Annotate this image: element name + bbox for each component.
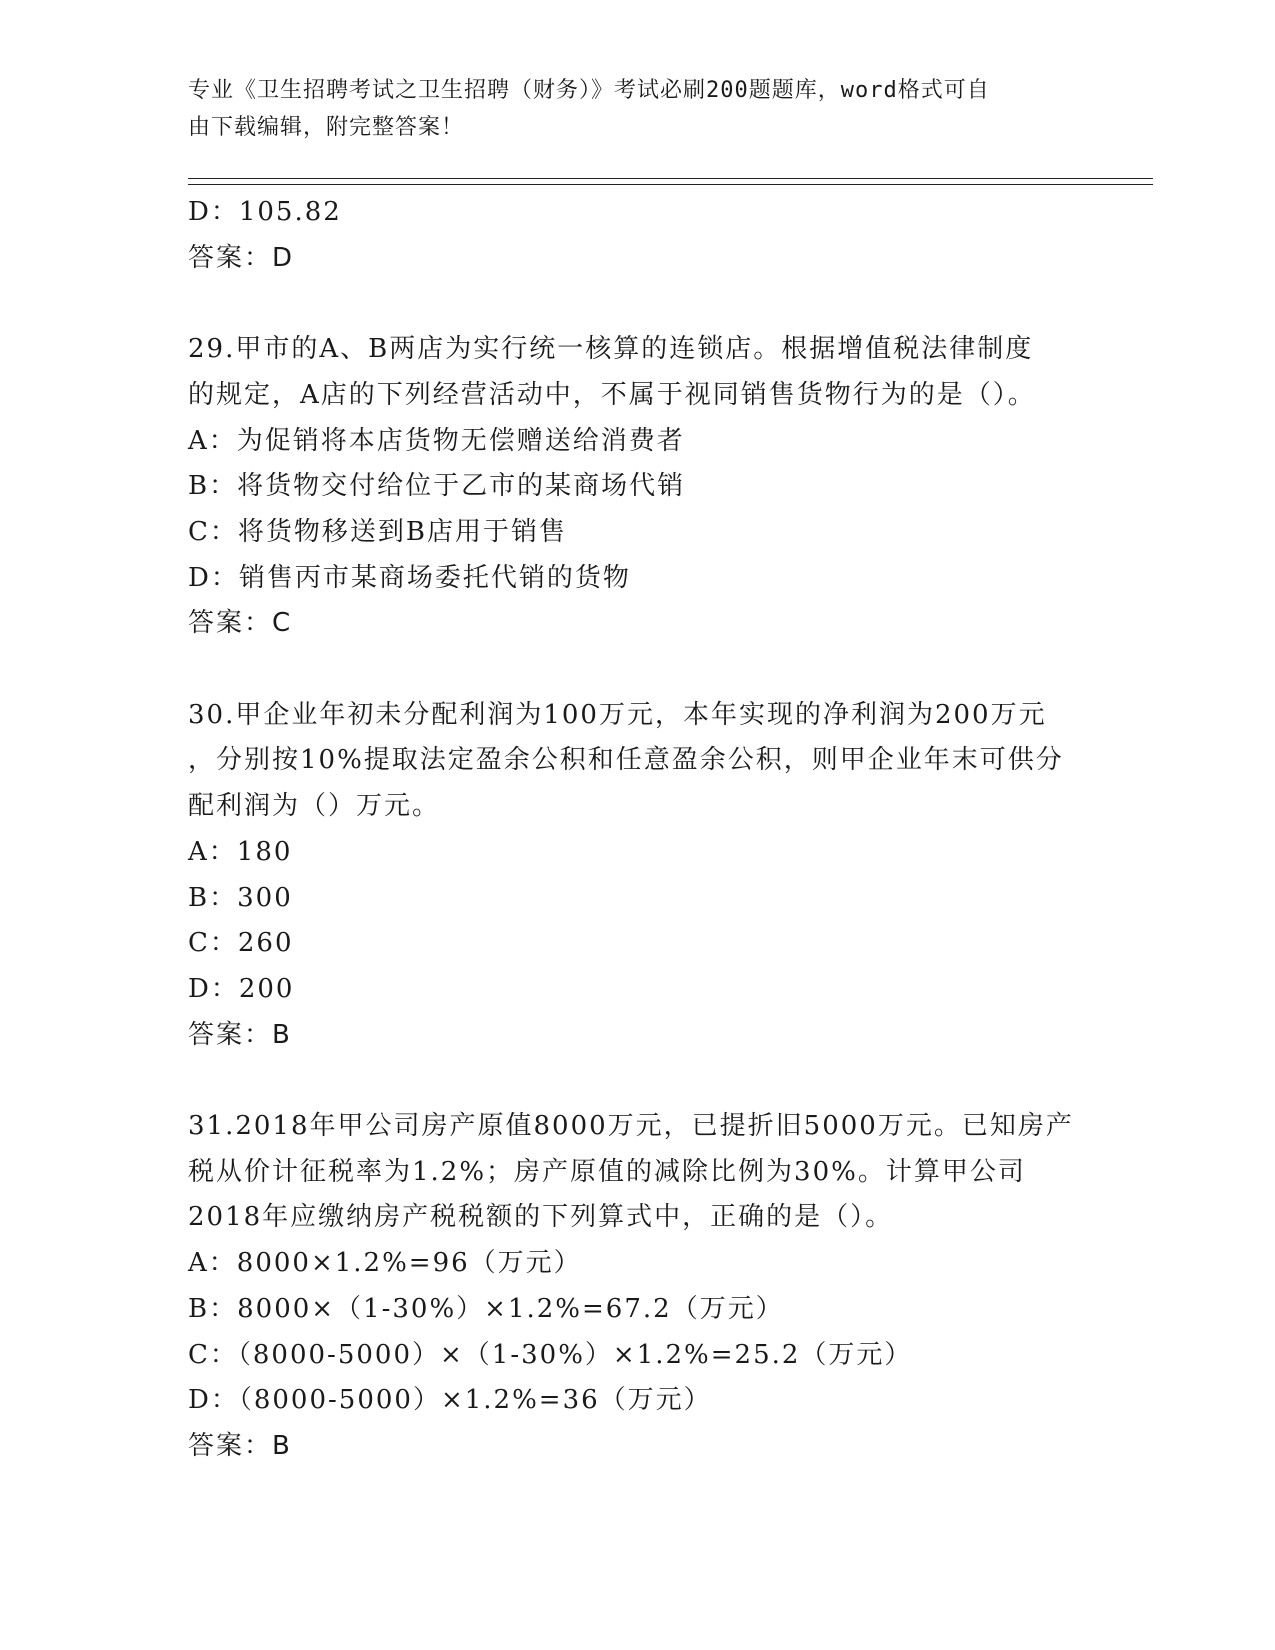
header-line-2: 由下载编辑，附完整答案！ <box>188 115 465 140</box>
header-line-1: 专业《卫生招聘考试之卫生招聘（财务）》考试必刷200题题库，word格式可自 <box>188 78 990 103</box>
header-divider-bottom <box>188 184 1153 185</box>
prev-option-d: D：105.82 <box>188 197 342 227</box>
question-29-line-2: 的规定，A店的下列经营活动中，不属于视同销售货物行为的是（）。 <box>188 379 1036 410</box>
question-31-line-1: 31.2018年甲公司房产原值8000万元，已提折旧5000万元。已知房产 <box>188 1111 1074 1142</box>
header-divider-top <box>188 178 1153 179</box>
question-30-option-a: A：180 <box>188 836 293 867</box>
question-31-option-b: B：8000×（1-30%）×1.2%=67.2（万元） <box>188 1293 784 1324</box>
prev-answer: 答案：D <box>188 242 295 273</box>
question-31-option-a: A：8000×1.2%=96（万元） <box>188 1248 582 1279</box>
question-30-answer: 答案：B <box>188 1019 292 1050</box>
question-30-line-2: ，分别按10%提取法定盈余公积和任意盈余公积，则甲企业年末可供分 <box>188 745 1064 776</box>
question-29 <box>188 327 1088 647</box>
question-29-option-a: A：为促销将本店货物无偿赠送给消费者 <box>188 425 685 456</box>
document-header <box>188 72 1068 146</box>
question-30-line-1: 30.甲企业年初未分配利润为100万元，本年实现的净利润为200万元 <box>188 699 1047 730</box>
question-content <box>188 190 1088 1470</box>
question-30 <box>188 693 1088 1059</box>
question-29-option-d: D：销售丙市某商场委托代销的货物 <box>188 562 631 593</box>
question-31-option-c: C：（8000-5000）×（1-30%）×1.2%=25.2（万元） <box>188 1339 913 1370</box>
question-30-line-3: 配利润为（）万元。 <box>188 791 441 822</box>
spacer <box>188 1058 1088 1104</box>
question-31 <box>188 1104 1088 1470</box>
spacer <box>188 281 1088 327</box>
question-29-line-1: 29.甲市的A、B两店为实行统一核算的连锁店。根据增值税法律制度 <box>188 334 1034 365</box>
question-29-answer: 答案：C <box>188 608 293 639</box>
question-30-option-d: D：200 <box>188 973 295 1004</box>
question-30-option-c: C：260 <box>188 928 294 959</box>
spacer <box>188 647 1088 693</box>
question-29-option-b: B：将货物交付给位于乙市的某商场代销 <box>188 471 686 502</box>
question-30-option-b: B：300 <box>188 882 293 913</box>
question-31-option-d: D：（8000-5000）×1.2%=36（万元） <box>188 1385 712 1416</box>
question-29-option-c: C：将货物移送到B店用于销售 <box>188 516 568 547</box>
question-31-line-3: 2018年应缴纳房产税税额的下列算式中，正确的是（）。 <box>188 1202 894 1233</box>
question-31-answer: 答案：B <box>188 1430 292 1461</box>
question-31-line-2: 税从价计征税率为1.2%；房产原值的减除比例为30%。计算甲公司 <box>188 1156 1026 1187</box>
